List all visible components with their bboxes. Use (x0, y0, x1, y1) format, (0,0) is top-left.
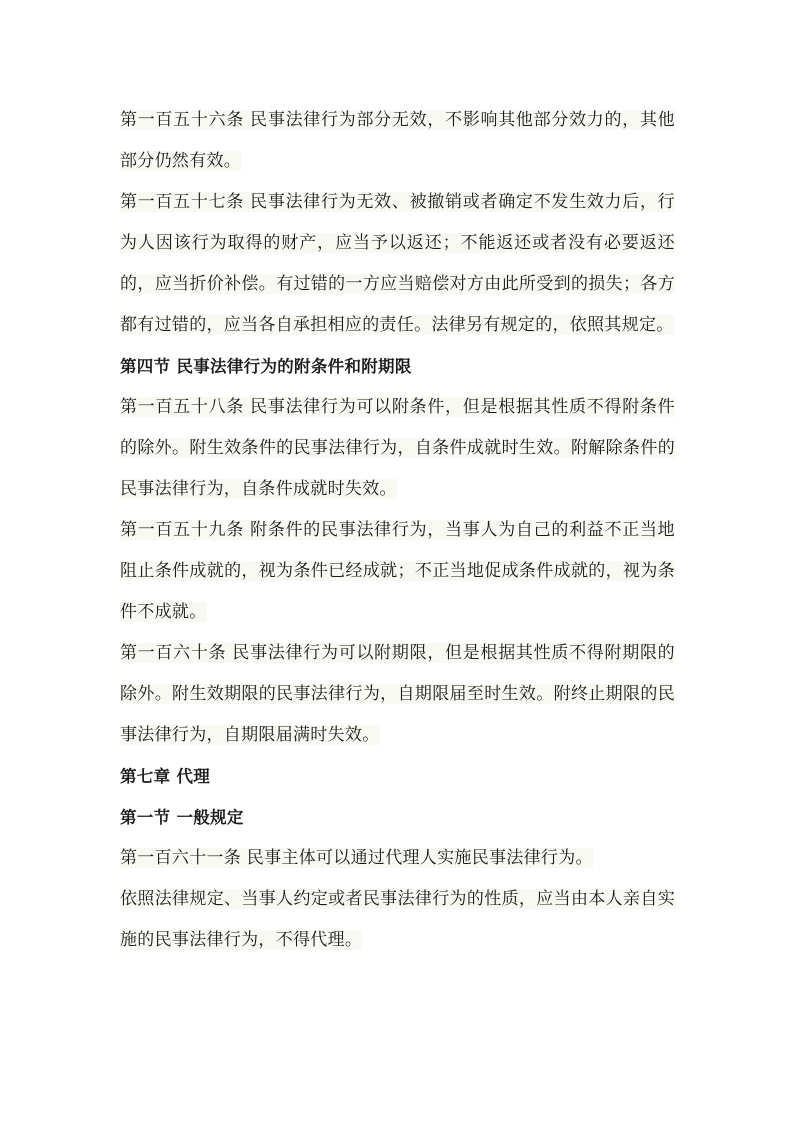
article-158 (120, 387, 675, 510)
article-161-para-2-text: 依照法律规定、当事人约定或者民事法律行为的性质，应当由本人亲自实施的民事法律行为，不得代理。 (120, 889, 675, 950)
article-158-text: 第一百五十八条 民事法律行为可以附条件，但是根据其性质不得附条件的除外。附生效条件的民事法律行为，自条件成就时生效。附解除条件的民事法律行为，自条件成就时失效。 (120, 397, 675, 499)
article-157 (120, 182, 675, 346)
article-160 (120, 633, 675, 756)
article-156 (120, 100, 675, 182)
article-160-text: 第一百六十条 民事法律行为可以附期限，但是根据其性质不得附期限的除外。附生效期限的民事法律行为，自期限届至时生效。附终止期限的民事法律行为，自期限届满时失效。 (120, 643, 675, 745)
section-4-heading: 第四节 民事法律行为的附条件和附期限 (120, 357, 412, 376)
section-1-heading: 第一节 一般规定 (120, 808, 244, 827)
article-161 (120, 838, 675, 879)
article-161-para-2 (120, 879, 675, 961)
article-156-text: 第一百五十六条 民事法律行为部分无效，不影响其他部分效力的，其他部分仍然有效。 (120, 110, 675, 171)
chapter-7-heading: 第七章 代理 (120, 767, 211, 786)
article-157-text: 第一百五十七条 民事法律行为无效、被撤销或者确定不发生效力后，行为人因该行为取得的财产，应当予以返还；不能返还或者没有必要返还的，应当折价补偿。有过错的一方应当赔偿对方由此所受到的损失；各方都有过错的，应当各自承担相应的责任。法律另有规定的，依照其规定。 (120, 192, 675, 335)
article-159-text: 第一百五十九条 附条件的民事法律行为，当事人为自己的利益不正当地阻止条件成就的，视为条件已经成就；不正当地促成条件成就的，视为条件不成就。 (120, 520, 675, 622)
article-159 (120, 510, 675, 633)
article-161-text: 第一百六十一条 民事主体可以通过代理人实施民事法律行为。 (120, 848, 593, 868)
